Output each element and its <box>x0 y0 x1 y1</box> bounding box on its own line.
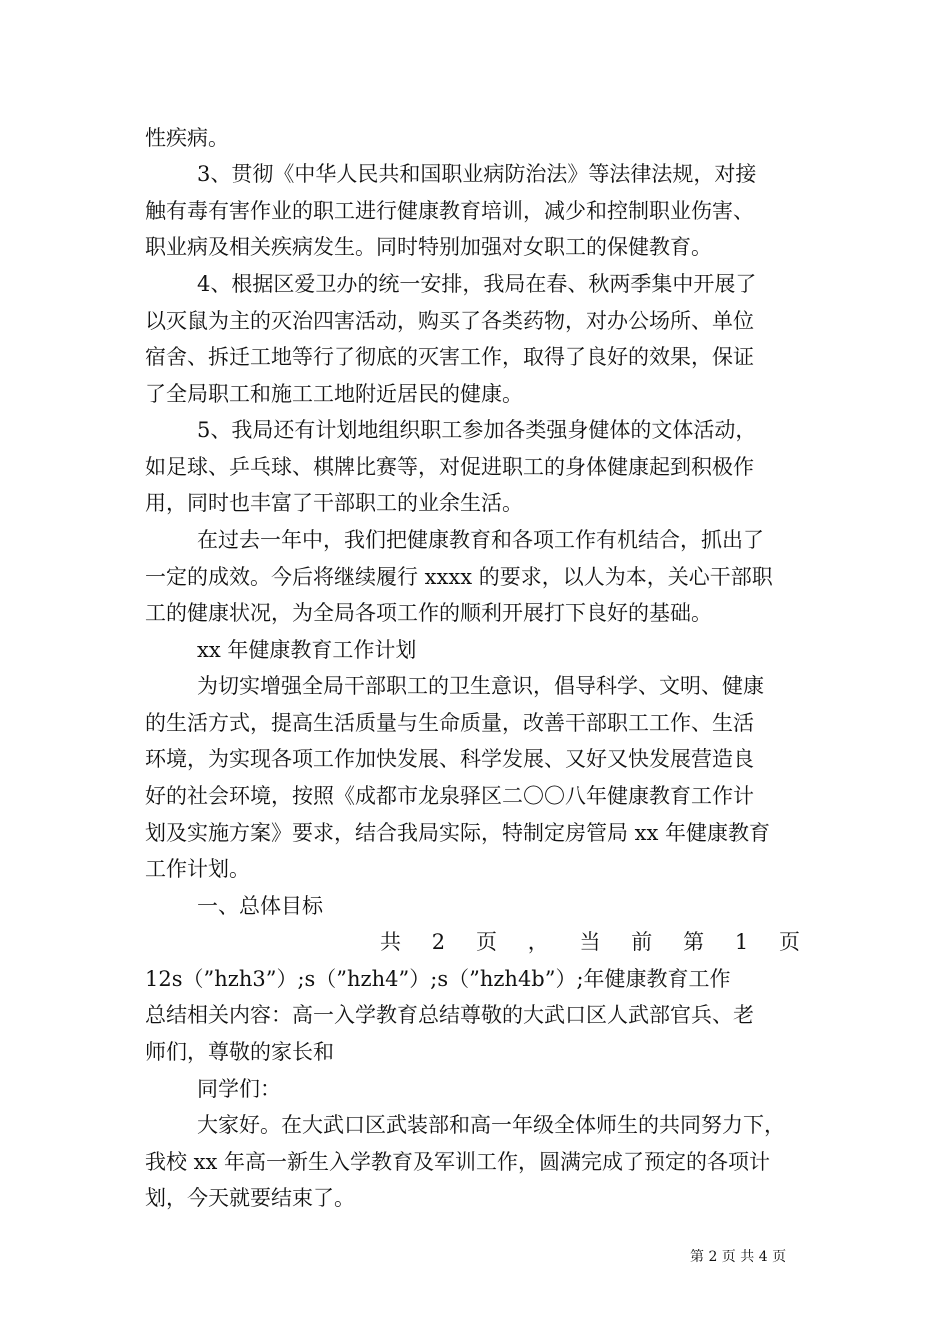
text-line: 环境，为实现各项工作加快发展、科学发展、又好又快发展营造良 <box>145 747 754 771</box>
text-line: 划及实施方案》要求，结合我局实际，特制定房管局 xx 年健康教育 <box>145 821 771 845</box>
text-line: 在过去一年中，我们把健康教育和各项工作有机结合，抓出了 <box>197 528 764 552</box>
page-counter-token: 共 <box>380 930 401 954</box>
text-line: 好的社会环境，按照《成都市龙泉驿区二〇〇八年健康教育工作计 <box>145 784 754 808</box>
text-line: 工的健康状况，为全局各项工作的顺利开展打下良好的基础。 <box>145 601 712 625</box>
text-line: 工作计划。 <box>145 857 250 881</box>
text-line: 职业病及相关疾病发生。同时特别加强对女职工的保健教育。 <box>145 235 712 259</box>
text-line: 性疾病。 <box>145 126 229 150</box>
text-line: 师们，尊敬的家长和 <box>145 1040 334 1064</box>
text-line: 宿舍、拆迁工地等行了彻底的灭害工作，取得了良好的效果，保证 <box>145 345 754 369</box>
page-counter-token: ， <box>527 930 549 954</box>
text-line: 同学们： <box>197 1077 281 1101</box>
page-counter <box>380 928 800 956</box>
text-line: 用，同时也丰富了干部职工的业余生活。 <box>145 491 523 515</box>
text-line: 5、我局还有计划地组织职工参加各类强身健体的文体活动， <box>197 418 757 442</box>
text-line: 以灭鼠为主的灭治四害活动，购买了各类药物，对办公场所、单位 <box>145 309 754 333</box>
text-line: 12s（”hzh3”）;s（”hzh4”）;s（”hzh4b”）;年健康教育工作 <box>145 967 731 991</box>
page-counter-token: 页 <box>779 930 800 954</box>
page-counter-token: 第 <box>683 930 705 954</box>
text-line: 总结相关内容：高一入学教育总结尊敬的大武口区人武部官兵、老 <box>145 1003 754 1027</box>
text-line: 了全局职工和施工工地附近居民的健康。 <box>145 382 523 406</box>
section-heading: xx 年健康教育工作计划 <box>197 638 417 662</box>
page-footer: 第 2 页 共 4 页 <box>690 1249 787 1265</box>
page-counter-token: 2 <box>431 930 446 954</box>
text-line: 3、贯彻《中华人民共和国职业病防治法》等法律法规，对接 <box>197 162 757 186</box>
page-counter-token: 当 <box>579 930 601 954</box>
text-line: 如足球、乒乓球、棋牌比赛等，对促进职工的身体健康起到积极作 <box>145 455 754 479</box>
text-line: 为切实增强全局干部职工的卫生意识，倡导科学、文明、健康 <box>197 674 764 698</box>
text-line: 大家好。在大武口区武装部和高一年级全体师生的共同努力下， <box>197 1113 785 1137</box>
text-line: 4、根据区爱卫办的统一安排，我局在春、秋两季集中开展了 <box>197 272 757 296</box>
page-counter-token: 前 <box>631 930 653 954</box>
text-line: 划，今天就要结束了。 <box>145 1186 355 1210</box>
text-line: 一定的成效。今后将继续履行 xxxx 的要求，以人为本，关心干部职 <box>145 565 773 589</box>
page-counter-token: 页 <box>475 930 497 954</box>
page-counter-token: 1 <box>734 930 749 954</box>
text-line: 我校 xx 年高一新生入学教育及军训工作，圆满完成了预定的各项计 <box>145 1150 771 1174</box>
section-heading: 一、总体目标 <box>197 894 323 918</box>
text-line: 的生活方式，提高生活质量与生命质量，改善干部职工工作、生活 <box>145 711 754 735</box>
text-line: 触有毒有害作业的职工进行健康教育培训，减少和控制职业伤害、 <box>145 199 754 223</box>
